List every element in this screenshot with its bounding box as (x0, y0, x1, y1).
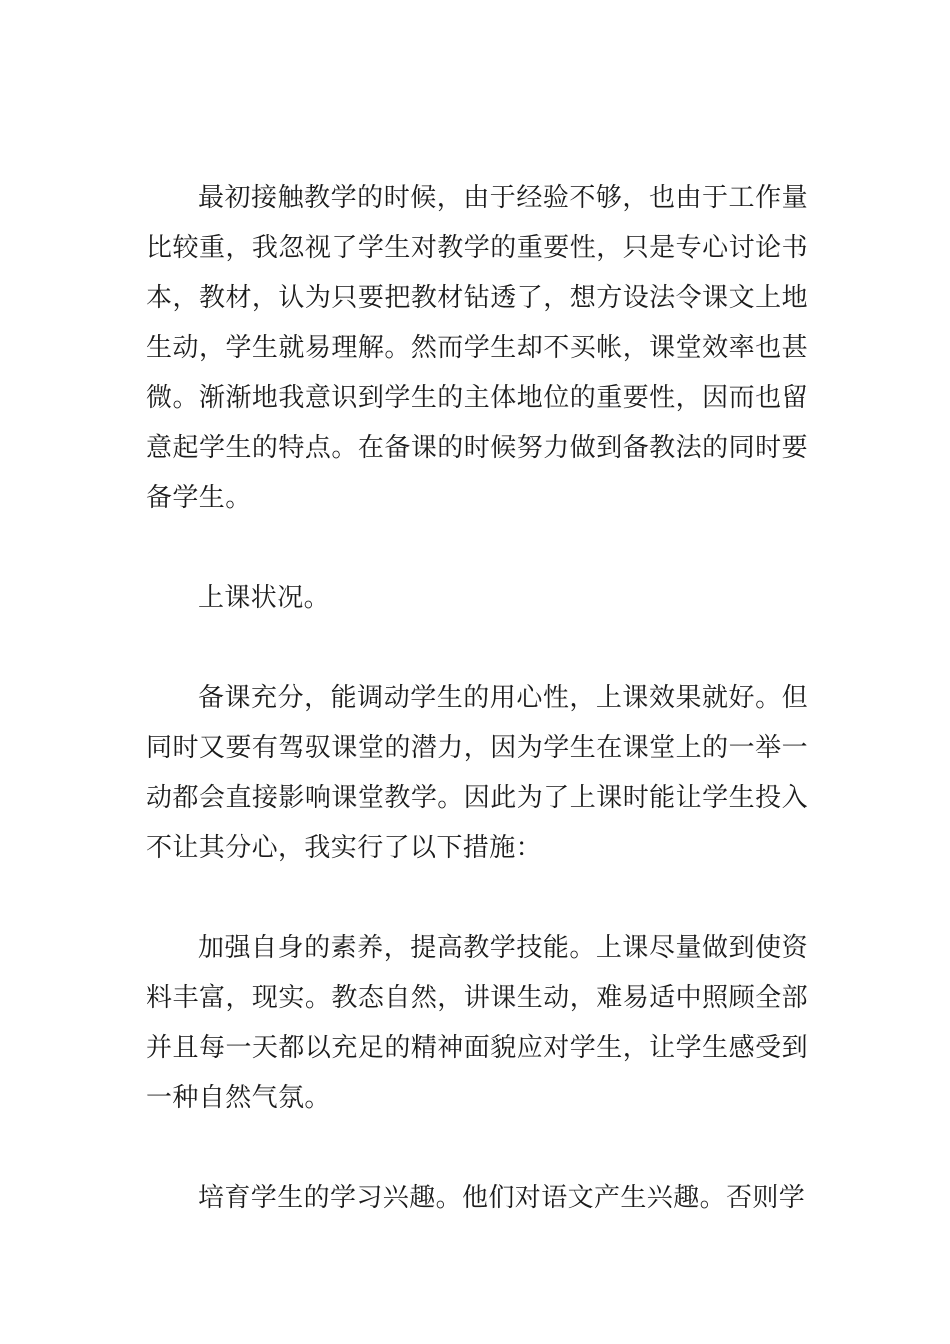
paragraph-interest: 培育学生的学习兴趣。他们对语文产生兴趣。否则学 (198, 1183, 806, 1213)
document-body (146, 173, 808, 1223)
paragraph-heading-class-status: 上课状况。 (198, 583, 331, 613)
paragraph-self-improvement: 加强自身的素养，提高教学技能。上课尽量做到使资料丰富，现实。教态自然，讲课生动，难易适中照顾全部并且每一天都以充足的精神面貌应对学生，让学生感受到一种自然气氛。 (146, 933, 808, 1113)
paragraph-lesson-prep: 最初接触教学的时候，由于经验不够，也由于工作量比较重，我忽视了学生对教学的重要性，只是专心讨论书本，教材，认为只要把教材钻透了，想方设法令课文上地生动，学生就易理解。然而学生却不买帐，课堂效率也甚微。渐渐地我意识到学生的主体地位的重要性，因而也留意起学生的特点。在备课的时候努力做到备教法的同时要备学生。 (146, 183, 808, 513)
paragraph-class-control: 备课充分，能调动学生的用心性，上课效果就好。但同时又要有驾驭课堂的潜力，因为学生在课堂上的一举一动都会直接影响课堂教学。因此为了上课时能让学生投入不让其分心，我实行了以下措施： (146, 683, 808, 863)
